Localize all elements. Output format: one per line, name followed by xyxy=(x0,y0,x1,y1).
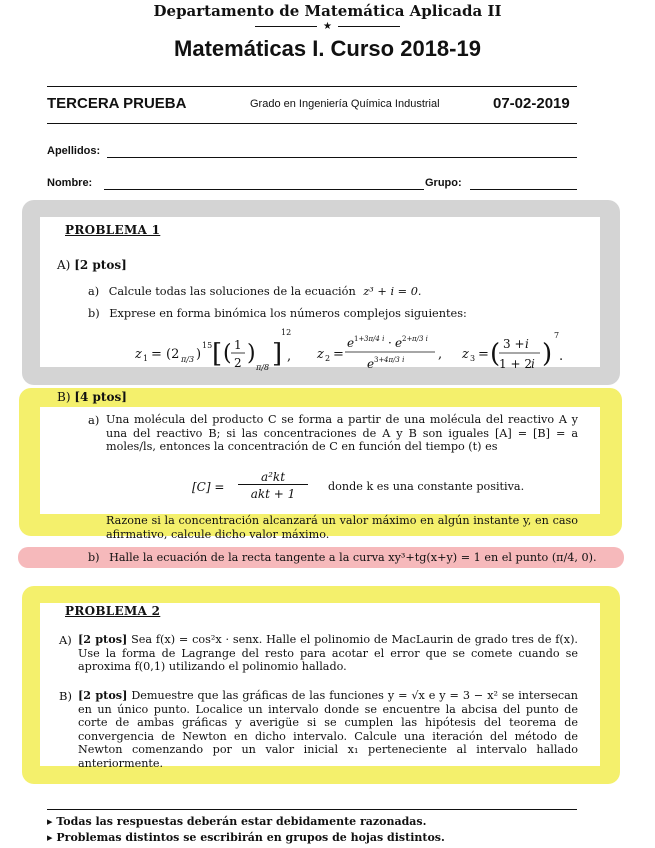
footer-divider xyxy=(47,809,577,810)
department-name: Departamento de Matemática Aplicada II xyxy=(153,2,502,20)
title-ornament xyxy=(0,21,655,32)
svg-text:e: e xyxy=(347,336,355,350)
bullet-icon: ▸ xyxy=(47,815,53,828)
group-field[interactable] xyxy=(470,189,577,190)
partB-item-b-text: Halle la ecuación de la recta tangente a la curva xy³+tg(x+y) = 1 en el punto (π/4, 0). xyxy=(109,551,597,564)
partB-item-a-text2: Razone si la concentración alcanzará un valor máximo en algún instante y, en caso afirmativo, calcule dicho valor máximo. xyxy=(106,514,578,541)
svg-text:]: ] xyxy=(272,339,283,369)
svg-text:7: 7 xyxy=(554,331,560,340)
svg-text:e: e xyxy=(367,357,375,371)
item-a-text: Calcule todas las soluciones de la ecuación xyxy=(108,285,356,298)
svg-text:3π/4 i: 3π/4 i xyxy=(364,335,385,343)
header-divider-top xyxy=(47,86,577,87)
footer-note-1-text: Todas las respuestas deberán estar debidamente razonadas. xyxy=(56,815,427,828)
problem1-partA-item-a xyxy=(88,284,422,299)
degree-name: Grado en Ingeniería Química Industrial xyxy=(250,98,440,110)
svg-text:=: = xyxy=(333,347,344,362)
item-a-equation: z³ + i = 0. xyxy=(363,285,422,298)
svg-text:3: 3 xyxy=(470,354,476,363)
formula-lhs: [C] = xyxy=(192,480,225,494)
svg-text:(: ( xyxy=(490,339,501,369)
bullet-icon: ▸ xyxy=(47,831,53,844)
problem2-A-points: [2 ptos] xyxy=(78,632,128,646)
svg-text:i: i xyxy=(531,357,535,371)
problem2-A xyxy=(78,633,578,674)
svg-text:4π/3 i: 4π/3 i xyxy=(384,356,405,364)
svg-text:(: ( xyxy=(223,341,232,366)
svg-text:= (2: = (2 xyxy=(151,347,180,362)
problem2-B-text: Demuestre que las gráficas de las funciones y = √x e y = 3 − x² se intersecan en un único punto. Localice un intervalo donde se encuentre la abcisa del punto de corte de ambas gráficas y averigüe si se cumplen las hipótesis del teorema de convergencia de Newton en dicho intervalo. Calcule una iteración del método de Newton comenzando por un valor inicial x₁ perteneciente al intervalo hallado anteriormente. xyxy=(78,689,578,770)
svg-text:z: z xyxy=(317,347,324,362)
svg-text:=: = xyxy=(478,347,489,362)
formula-denominator: akt + 1 xyxy=(250,487,296,501)
formula-note: donde k es una constante positiva. xyxy=(328,480,525,493)
svg-text:3 +: 3 + xyxy=(503,337,525,351)
svg-text:,: , xyxy=(438,347,443,362)
svg-text:1+: 1+ xyxy=(354,335,365,343)
svg-text:.: . xyxy=(559,349,564,364)
problem1-partA-item-b xyxy=(88,306,467,321)
svg-text:1: 1 xyxy=(143,354,149,363)
problem1-partB-points: [4 ptos] xyxy=(74,390,127,404)
problem1-partB-header xyxy=(57,390,127,405)
partB-item-b-label: b) xyxy=(88,551,100,564)
partB-item-b xyxy=(88,551,597,564)
name-field[interactable] xyxy=(104,189,424,190)
header-divider-bottom xyxy=(47,123,577,124)
svg-text:,: , xyxy=(287,349,292,364)
svg-text:2: 2 xyxy=(325,354,331,363)
footer-note-2 xyxy=(47,831,445,844)
svg-text:1 + 2: 1 + 2 xyxy=(499,357,532,371)
svg-text:2: 2 xyxy=(234,356,242,370)
svg-text:i: i xyxy=(525,337,529,351)
formula-numerator: a²kt xyxy=(238,470,308,485)
svg-text:1: 1 xyxy=(234,338,242,352)
svg-text:3+: 3+ xyxy=(374,356,385,364)
surname-label: Apellidos: xyxy=(47,145,101,157)
problem1-partB-label: B) xyxy=(57,390,71,404)
svg-text:12: 12 xyxy=(281,328,292,337)
svg-text:z: z xyxy=(135,347,142,362)
partB-item-a-label: a) xyxy=(88,413,100,427)
problem2-B-label: B) xyxy=(59,689,72,703)
svg-text:[: [ xyxy=(212,339,223,369)
svg-text:e: e xyxy=(395,336,403,350)
svg-text:π/8: π/8 xyxy=(256,363,270,372)
group-label: Grupo: xyxy=(425,177,462,189)
complex-numbers-formula xyxy=(135,322,605,380)
problem1-partA-points: [2 ptos] xyxy=(74,258,127,272)
name-label: Nombre: xyxy=(47,177,93,189)
star-icon: ★ xyxy=(323,21,332,32)
svg-text:15: 15 xyxy=(202,341,213,350)
svg-text:π/3 i: π/3 i xyxy=(412,335,428,343)
concentration-formula xyxy=(192,470,592,504)
svg-text:): ) xyxy=(196,347,202,362)
problem1-partA-label: A) xyxy=(57,258,71,272)
footer-note-1 xyxy=(47,815,426,828)
item-b-label: b) xyxy=(88,307,100,320)
svg-text:·: · xyxy=(388,336,392,350)
item-b-text: Exprese en forma binómica los números complejos siguientes: xyxy=(109,307,467,320)
course-title: Matemáticas I. Curso 2018-19 xyxy=(174,36,481,61)
exam-date: 07-02-2019 xyxy=(493,95,570,112)
svg-text:): ) xyxy=(542,339,553,369)
problem2-B-points: [2 ptos] xyxy=(78,688,128,702)
problem2-B xyxy=(78,689,578,771)
problem2-A-text: Sea f(x) = cos²x · senx. Halle el polinomio de MacLaurin de grado tres de f(x). Use la forma de Lagrange del resto para acotar el error que se comete cuando se aproxima f(0,1) utilizando el polinomio hallado. xyxy=(78,633,578,674)
svg-text:): ) xyxy=(247,341,256,366)
problem1-heading: PROBLEMA 1 xyxy=(65,223,161,237)
svg-text:z: z xyxy=(462,347,469,362)
problem1-partA-header xyxy=(57,258,127,273)
exam-name: TERCERA PRUEBA xyxy=(47,95,187,112)
surname-field[interactable] xyxy=(107,157,577,158)
partB-item-a-text: Una molécula del producto C se forma a partir de una molécula del reactivo A y una del reactivo B; si las concentraciones de A y B son iguales [A] = [B] = a moles/ls, entonces la concentración de C en función del tiempo (t) es xyxy=(106,413,578,454)
svg-text:π/3: π/3 xyxy=(181,355,195,364)
problem2-A-label: A) xyxy=(59,633,72,647)
svg-text:2+: 2+ xyxy=(402,335,413,343)
item-a-label: a) xyxy=(88,285,100,298)
problem2-heading: PROBLEMA 2 xyxy=(65,604,161,618)
footer-note-2-text: Problemas distintos se escribirán en grupos de hojas distintos. xyxy=(56,831,445,844)
